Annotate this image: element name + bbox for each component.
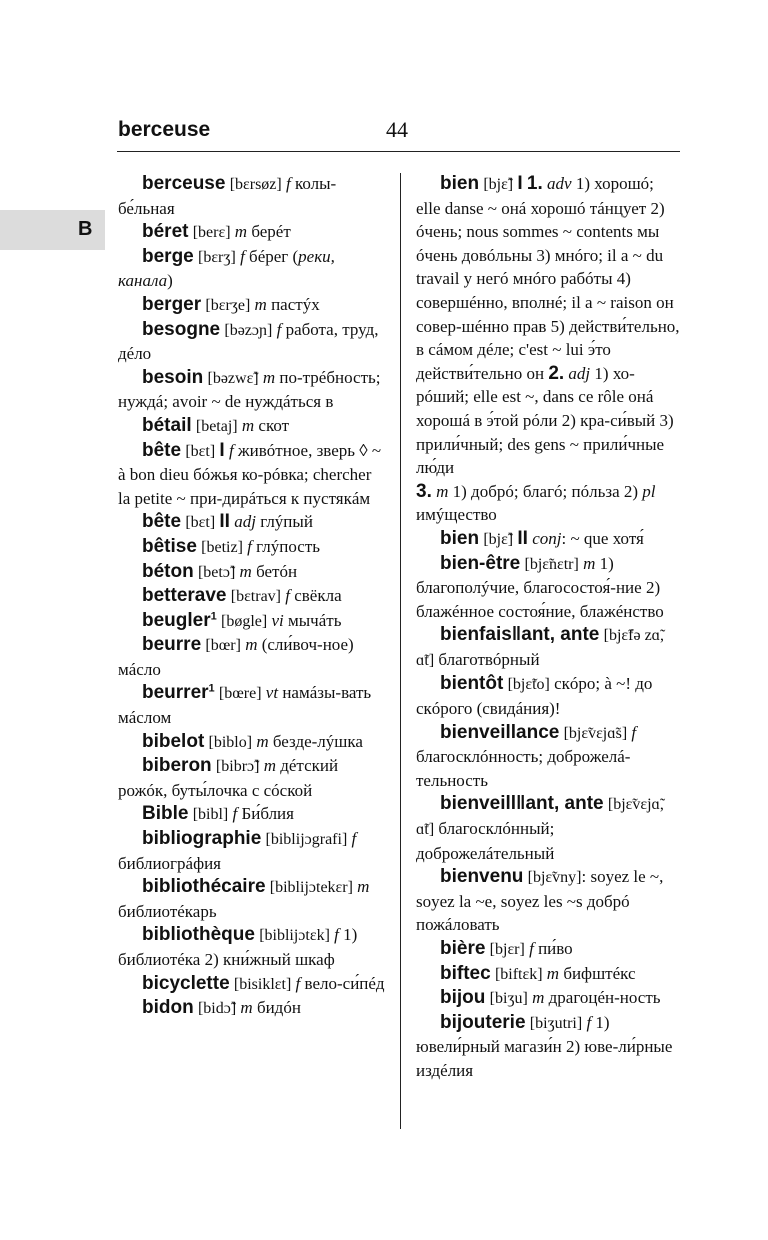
definition: 1) благополýчие, благосостоя́-ние 2) блажéнное состоя́ние, блажéнство: [416, 553, 664, 621]
dictionary-entry: [416, 721, 680, 793]
transcription: [bjɛ̃vɛjɑ̃, ɑ̃t]: [416, 796, 664, 839]
transcription: [bɛt]: [185, 514, 216, 532]
transcription: [bɛrʒe]: [205, 296, 251, 314]
definition: 1) ювели́рный магази́н 2) юве-ли́рные издéлия: [416, 1012, 673, 1080]
dictionary-entry: [118, 972, 386, 997]
header-rule: [117, 151, 680, 152]
gram-label: m: [240, 998, 253, 1018]
definition: библиогрáфия: [118, 853, 222, 873]
gram-label: vi: [271, 610, 284, 630]
dictionary-entry: [416, 962, 680, 987]
dictionary-entry: [118, 827, 386, 875]
verb-class-superscript: 1: [210, 610, 217, 623]
sense-number: 2.: [548, 362, 565, 384]
definition: бéрег (: [249, 246, 299, 266]
definition: благотвóрный: [438, 649, 540, 669]
dictionary-entry: [416, 792, 680, 865]
transcription: [bjɛ̃]: [483, 176, 514, 193]
dictionary-entry: [118, 245, 386, 293]
headword: beurre: [142, 634, 202, 656]
verb-class-superscript: 1: [208, 682, 215, 695]
definition: глýпость: [256, 536, 320, 556]
headword: biberon: [142, 755, 212, 777]
gram-label: adj: [568, 363, 591, 383]
dictionary-entry: [118, 802, 386, 827]
transcription: [bəzɔɲ]: [224, 321, 273, 339]
dictionary-entry: [416, 937, 680, 962]
definition-end: ): [167, 271, 173, 291]
headword: bienfais‖ant, ante: [440, 624, 600, 646]
gram-label: f: [232, 804, 238, 824]
gram-label: m: [532, 988, 545, 1008]
headword: bétail: [142, 414, 192, 436]
definition: 1) хо-рóший; elle est ~, dans ce rôle онá хорошá в э́той рóли 2) кра-си́вый 3) прили́чный; des gens ~ прили́чные лю́ди: [416, 363, 674, 478]
dictionary-entry: [416, 986, 680, 1011]
transcription: [biftɛk]: [494, 965, 543, 983]
definition: колы-бе́льная: [118, 174, 337, 218]
gram-label: m: [436, 481, 449, 501]
definition: намáзы-вать мáслом: [118, 683, 372, 728]
dictionary-entry: [118, 293, 386, 318]
dictionary-entry: [118, 535, 386, 560]
definition: драгоцéн-ность: [548, 988, 661, 1008]
dictionary-entry: [118, 609, 386, 634]
thumb-index-letter: B: [78, 218, 93, 240]
headword: besoin: [142, 366, 204, 388]
transcription: [betiz]: [201, 538, 243, 556]
transcription: [bjɛ̃vny]: [527, 869, 582, 887]
dictionary-entry: [118, 875, 386, 923]
column-divider: [400, 173, 401, 1129]
definition: по-трéбность; нуждá; avoir ~ de нуждáться в: [118, 367, 381, 412]
gram-label: f: [334, 925, 339, 945]
homonym-number: I: [219, 439, 225, 461]
definition: 1) библиотéка 2) кни́жный шкаф: [118, 925, 358, 969]
definition: пастýх: [271, 294, 320, 314]
gram-label: f: [285, 174, 291, 193]
definition: вело-си́пéд: [304, 973, 385, 993]
right-column: [416, 172, 680, 1083]
dictionary-entry: [118, 439, 386, 511]
headword: berger: [142, 293, 202, 315]
transcription: [bɛt]: [185, 442, 216, 460]
transcription: [bibrɔ̃]: [215, 758, 260, 776]
dictionary-entry: [118, 220, 386, 245]
headword: berge: [142, 245, 194, 267]
left-column: [118, 172, 386, 1021]
gram-label: m: [239, 561, 252, 581]
transcription: [biblijɔgrafi]: [265, 831, 348, 849]
headword: bibelot: [142, 730, 205, 752]
dictionary-entry: [416, 865, 680, 937]
sense-number: 3.: [416, 480, 432, 502]
headword: bienveill‖ant, ante: [440, 793, 604, 815]
gram-label: m: [583, 553, 596, 573]
dictionary-entry: [416, 552, 680, 624]
transcription: [bjɛ̃]: [483, 530, 514, 548]
gram-label: f: [276, 319, 282, 339]
dictionary-entry: [416, 172, 680, 527]
definition: берéт: [251, 222, 291, 242]
headword: bière: [440, 938, 486, 959]
definition: скот: [258, 415, 290, 435]
definition: безде-лýшка: [272, 731, 363, 751]
gram-label: f: [228, 440, 234, 460]
headword: beugler: [142, 609, 211, 631]
transcription: [bœre]: [218, 685, 262, 703]
gram-label: f: [285, 586, 290, 606]
homonym-number: I: [517, 173, 523, 194]
headword: bijouterie: [440, 1011, 526, 1033]
transcription: [biblijɔtekɛr]: [269, 879, 353, 897]
headword: bête: [142, 511, 182, 533]
gram-label: adj: [234, 512, 256, 532]
headword: bête: [142, 439, 182, 461]
transcription: [bəzwɛ̃]: [207, 369, 259, 387]
transcription: [bɛrsøz]: [229, 176, 282, 193]
definition: бетóн: [256, 561, 298, 581]
definition: бидóн: [256, 998, 301, 1018]
transcription: [bisiklɛt]: [233, 975, 292, 993]
gram-label: f: [351, 829, 357, 849]
gram-label: conj: [532, 528, 562, 548]
dictionary-entry: [118, 414, 386, 439]
transcription: [bœr]: [205, 637, 241, 655]
definition: библиотéкарь: [118, 901, 217, 921]
headword: bienvenu: [440, 866, 524, 888]
headword: Bible: [142, 803, 189, 825]
dictionary-entry: [118, 754, 386, 802]
dictionary-entry: [118, 923, 386, 971]
headword: béret: [142, 221, 189, 243]
definition: 1) хорошó; elle danse ~ онá хорошó тáнцует 2) óчень; nous sommes ~ contents мы óчень довóльны 3) мнóго; il a ~ du travail у негó мнóго рабóты 4) совершéнно, вполнé; il a ~ raison он совер-шéнно прав 5) действи́тельно, в сáмом дéле; c'est ~ lui э́то действи́тельно он: [416, 174, 680, 383]
definition: дéтский рожóк, буты́лочка с сóской: [118, 756, 339, 800]
gram-label: f: [295, 973, 301, 993]
gram-label: m: [234, 222, 248, 242]
definition: глýпый: [260, 512, 313, 532]
headword: bibliothèque: [142, 924, 255, 946]
gram-label: f: [247, 536, 252, 556]
definition: работа, труд, дéло: [118, 319, 379, 364]
headword: beurrer: [142, 682, 209, 704]
headword: bijou: [440, 987, 486, 1009]
definition: пи́во: [538, 939, 573, 958]
dictionary-entry: [416, 1011, 680, 1083]
gram-label: m: [254, 294, 267, 314]
definition: : ~ que хотя́: [561, 528, 644, 548]
dictionary-entry: [416, 527, 680, 552]
headword: bien: [440, 527, 480, 549]
transcription: [bɛtrav]: [230, 588, 281, 606]
transcription: [bjɛ̃vɛjɑ̃s]: [563, 724, 628, 742]
homonym-number: II: [517, 527, 528, 549]
definition: мычáть: [287, 610, 342, 630]
dictionary-entry: [118, 730, 386, 755]
transcription: [bjɛ̃to]: [507, 676, 550, 694]
definition: свёкла: [294, 586, 342, 606]
dictionary-entry: [118, 633, 386, 681]
definition: имýщество: [416, 505, 497, 525]
dictionary-entry: [416, 672, 680, 720]
definition: благосклóнность; доброжелá-тельность: [416, 747, 631, 790]
definition: : soyez le ~, soyez la ~e, soyez les ~s добрó пожáловать: [416, 867, 664, 935]
gram-label: f: [631, 722, 637, 742]
definition: 1) добрó; благó; пóльза 2): [452, 481, 639, 501]
dictionary-entry: [118, 366, 386, 414]
headword: bientôt: [440, 673, 504, 695]
homonym-number: II: [219, 511, 230, 533]
gram-label: m: [262, 367, 276, 387]
gram-label: f: [586, 1012, 592, 1032]
page-number: 44: [386, 117, 408, 142]
sense-number: 1.: [526, 173, 543, 194]
gram-label: f: [529, 939, 534, 958]
dictionary-entry: [118, 172, 386, 220]
dictionary-entry: [118, 584, 386, 609]
headword: bienveillance: [440, 721, 560, 743]
dictionary-entry: [118, 681, 386, 729]
headword: bidon: [142, 997, 194, 1019]
usage-note: реки, канала: [118, 246, 335, 291]
dictionary-entry: [118, 510, 386, 535]
transcription: [bjɛr]: [489, 941, 525, 958]
gram-label: m: [263, 756, 276, 776]
gram-label: m: [245, 635, 258, 655]
headword: biftec: [440, 962, 491, 984]
transcription: [bibl]: [192, 806, 229, 824]
definition: бифштéкс: [563, 963, 636, 983]
headword: béton: [142, 560, 194, 582]
transcription: [biblo]: [208, 733, 253, 751]
definition: живóтное, зверь ◊ ~ à bon dieu бóжья ко-рóвка; chercher la petite ~ при-дирáться к пустякáм: [118, 440, 382, 508]
definition: (сли́воч-ное) мáсло: [118, 635, 354, 679]
transcription: [bɛrʒ]: [198, 248, 236, 266]
definition: благосклóнный; доброжелáтельный: [416, 819, 555, 863]
headword: bêtise: [142, 535, 197, 557]
headword: bibliothécaire: [142, 876, 266, 898]
transcription: [betɔ̃]: [197, 563, 236, 581]
transcription: [betaj]: [195, 417, 238, 435]
gram-label: m: [546, 963, 560, 983]
headword: bien: [440, 173, 480, 194]
transcription: [bøgle]: [221, 612, 268, 630]
dictionary-entry: [118, 560, 386, 585]
gram-label: vt: [265, 683, 279, 703]
dictionary-entry: [118, 996, 386, 1021]
headword: besogne: [142, 318, 221, 340]
dictionary-entry: [416, 623, 680, 672]
dictionary-entry: [118, 318, 386, 366]
gram-label: f: [240, 246, 245, 266]
transcription: [bidɔ̃]: [197, 1000, 237, 1018]
transcription: [biʒutri]: [529, 1014, 583, 1032]
transcription: [berɛ]: [192, 224, 231, 242]
gram-label: m: [357, 877, 370, 897]
headword: berceuse: [142, 173, 226, 194]
definition: Би́блия: [241, 804, 294, 824]
gram-label: m: [256, 731, 269, 751]
headword: bibliographie: [142, 828, 262, 850]
definition: скóро; à ~! до скóрого (свидáния)!: [416, 674, 653, 719]
transcription: [bjɛ̃nɛtr]: [524, 555, 579, 573]
gram-label: pl: [642, 481, 656, 501]
running-head: berceuse: [118, 118, 211, 141]
transcription: [biblijɔtɛk]: [259, 927, 330, 945]
transcription: [bjɛ̃fə zɑ̃, ɑ̃t]: [416, 627, 665, 669]
headword: betterave: [142, 585, 227, 607]
headword: bien-être: [440, 552, 521, 574]
transcription: [biʒu]: [489, 990, 528, 1008]
headword: bicyclette: [142, 972, 230, 994]
gram-label: adv: [547, 174, 572, 193]
gram-label: m: [241, 415, 255, 435]
